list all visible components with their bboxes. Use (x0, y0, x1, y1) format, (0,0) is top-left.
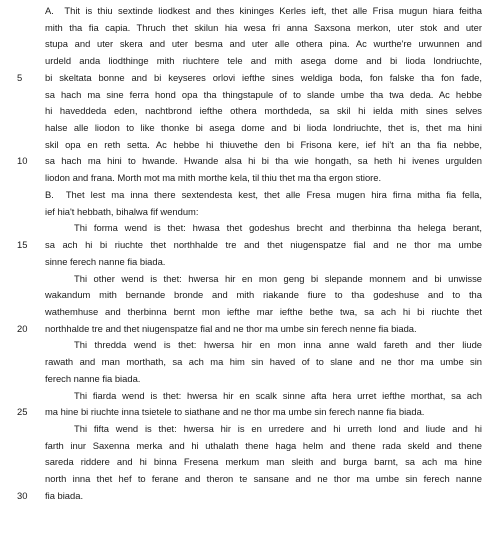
line-text: sa ach hi bi riuchte thet northhalde tre and thet niugenspatze fial and ne thor ma umbe (45, 239, 482, 251)
text-line (0, 70, 500, 87)
text-line (0, 187, 500, 204)
line-text: fia biada. (45, 489, 84, 501)
text-line (0, 371, 500, 388)
text-line (0, 3, 500, 20)
line-number: 25 (17, 406, 28, 418)
text-line (0, 404, 500, 421)
line-text: wakandum mith bernande bronde and mith riakande fiure to tha godeshuse and to tha (45, 289, 482, 301)
line-number: 30 (17, 489, 28, 501)
line-number: 5 (17, 71, 23, 83)
text-line (0, 204, 500, 221)
line-text: sa hach ma sine ferra hond opa tha thingstapule of to slande umbe tha twa deda. Ac hebbe (45, 88, 482, 100)
line-number: 20 (17, 322, 28, 334)
text-line (0, 421, 500, 438)
line-text: bi skeltata bonne and bi keyseres orlovi iefthe sines weldiga boda, fon falske tha fon fade, (45, 71, 482, 83)
text-line (0, 438, 500, 455)
text-line (0, 103, 500, 120)
text-line (0, 120, 500, 137)
line-text: ief hia't hebbath, bihalwa fif wendum: (45, 205, 199, 217)
line-text: sa hach ma hini to hwande. Hwande alsa hi bi tha wie hongath, sa heth hi ivenes urgulden (45, 155, 482, 167)
text-line (0, 153, 500, 170)
text-line (0, 471, 500, 488)
text-line (0, 454, 500, 471)
text-line (0, 321, 500, 338)
line-text: A. Thit is thiu sextinde liodkest and thes kininges Kerles ieft, thet alle Frisa mugun hiara feitha (45, 5, 482, 16)
text-line (0, 337, 500, 354)
text-line (0, 271, 500, 288)
line-text: halse alle liodon to like thonke bi asega dome and bi lioda londriuchte, thet is, thet ma hini (45, 122, 482, 134)
line-text: ma hine bi riuchte inna tsietele to siathane and ne thor ma umbe sin ferech nanne fia biada. (45, 406, 425, 418)
line-text: B. Thet lest ma inna there sextendesta kest, thet alle Fresa mugen hira firna mitha fia fella, (45, 188, 482, 200)
line-text: Thi fifta wend is thet: hwersa hir is en urredere and hi urreth lond and liude and hi (74, 423, 482, 434)
line-text: rawath and man morthath, sa ach ma him sin haved of to slane and ne thor ma umbe sin (45, 356, 482, 368)
line-text: wathemhuse and therbinna bernt mon iefthe mar iefthe bethe twa, sa ach hi bi riuchte thet (45, 305, 482, 317)
line-text: stupa and uter skera and uter besma and uter alle othera pina. Ac wurthe're urwunnen and (45, 38, 482, 50)
text-line (0, 354, 500, 371)
line-text: sareda riddere and hi binna Fresena merkum man sleith and burga barnt, sa ach ma hine (45, 456, 482, 468)
line-text: Thi other wend is thet: hwersa hir en mon geng bi slepande monnem and bi unwisse (74, 272, 482, 284)
text-line (0, 87, 500, 104)
text-line (0, 170, 500, 187)
text-line (0, 237, 500, 254)
line-text: ferech nanne fia biada. (45, 372, 141, 384)
line-text: urdeld anda liodthinge mith riuchtere tele and mith asega dome and bi lioda londriuchte, (45, 55, 482, 67)
text-line (0, 488, 500, 505)
line-text: hi haveddeda eden, nachtbrond iefthe othera morthdeda, sa skil hi ielda mith sines selves (45, 105, 482, 117)
text-line (0, 304, 500, 321)
line-text: northhalde tre and thet niugenspatze fial and ne thor ma umbe sin ferech nenne fia biada. (45, 322, 417, 334)
text-line (0, 254, 500, 271)
text-line (0, 53, 500, 70)
text-line (0, 220, 500, 237)
line-text: north inna thet hef to ferane and theron te sansane and ne thor ma umbe sin ferech nanne (45, 473, 482, 485)
line-text: skil opa en reth setta. Ac hebbe hi thiuvethe den bi Frisona kere, ief hi't an tha fia nebbe, (45, 138, 482, 150)
text-line (0, 20, 500, 37)
line-number: 10 (17, 155, 28, 167)
text-line (0, 287, 500, 304)
line-text: Thi forma wend is thet: hwasa thet godeshus brecht and therbinna tha helega berant, (74, 222, 482, 234)
line-text: mith tha fia capia. Thruch thet skilun hia wesa fri anna Saxsona merkon, uter stok and uter (45, 21, 482, 33)
text-line (0, 137, 500, 154)
line-text: Thi fiarda wend is thet: hwersa hir en scalk sinne afta hera urret iefthe morthat, sa ach (74, 389, 482, 401)
line-text: farth inur Saxenna merka and hi uthalath thene haga helm and thene rada skeld and thene (45, 439, 482, 451)
line-number: 15 (17, 239, 28, 251)
line-text: liodon and frana. Morth mot ma mith morthe kela, til thiu thet ma tha ergon stiore. (45, 172, 382, 184)
line-text: Thi thredda wend is thet: hwersa hir en mon inna anne wald fareth and ther liude (74, 339, 482, 351)
text-line (0, 36, 500, 53)
line-text: sinne ferech nanne fia biada. (45, 255, 166, 267)
text-line (0, 388, 500, 405)
